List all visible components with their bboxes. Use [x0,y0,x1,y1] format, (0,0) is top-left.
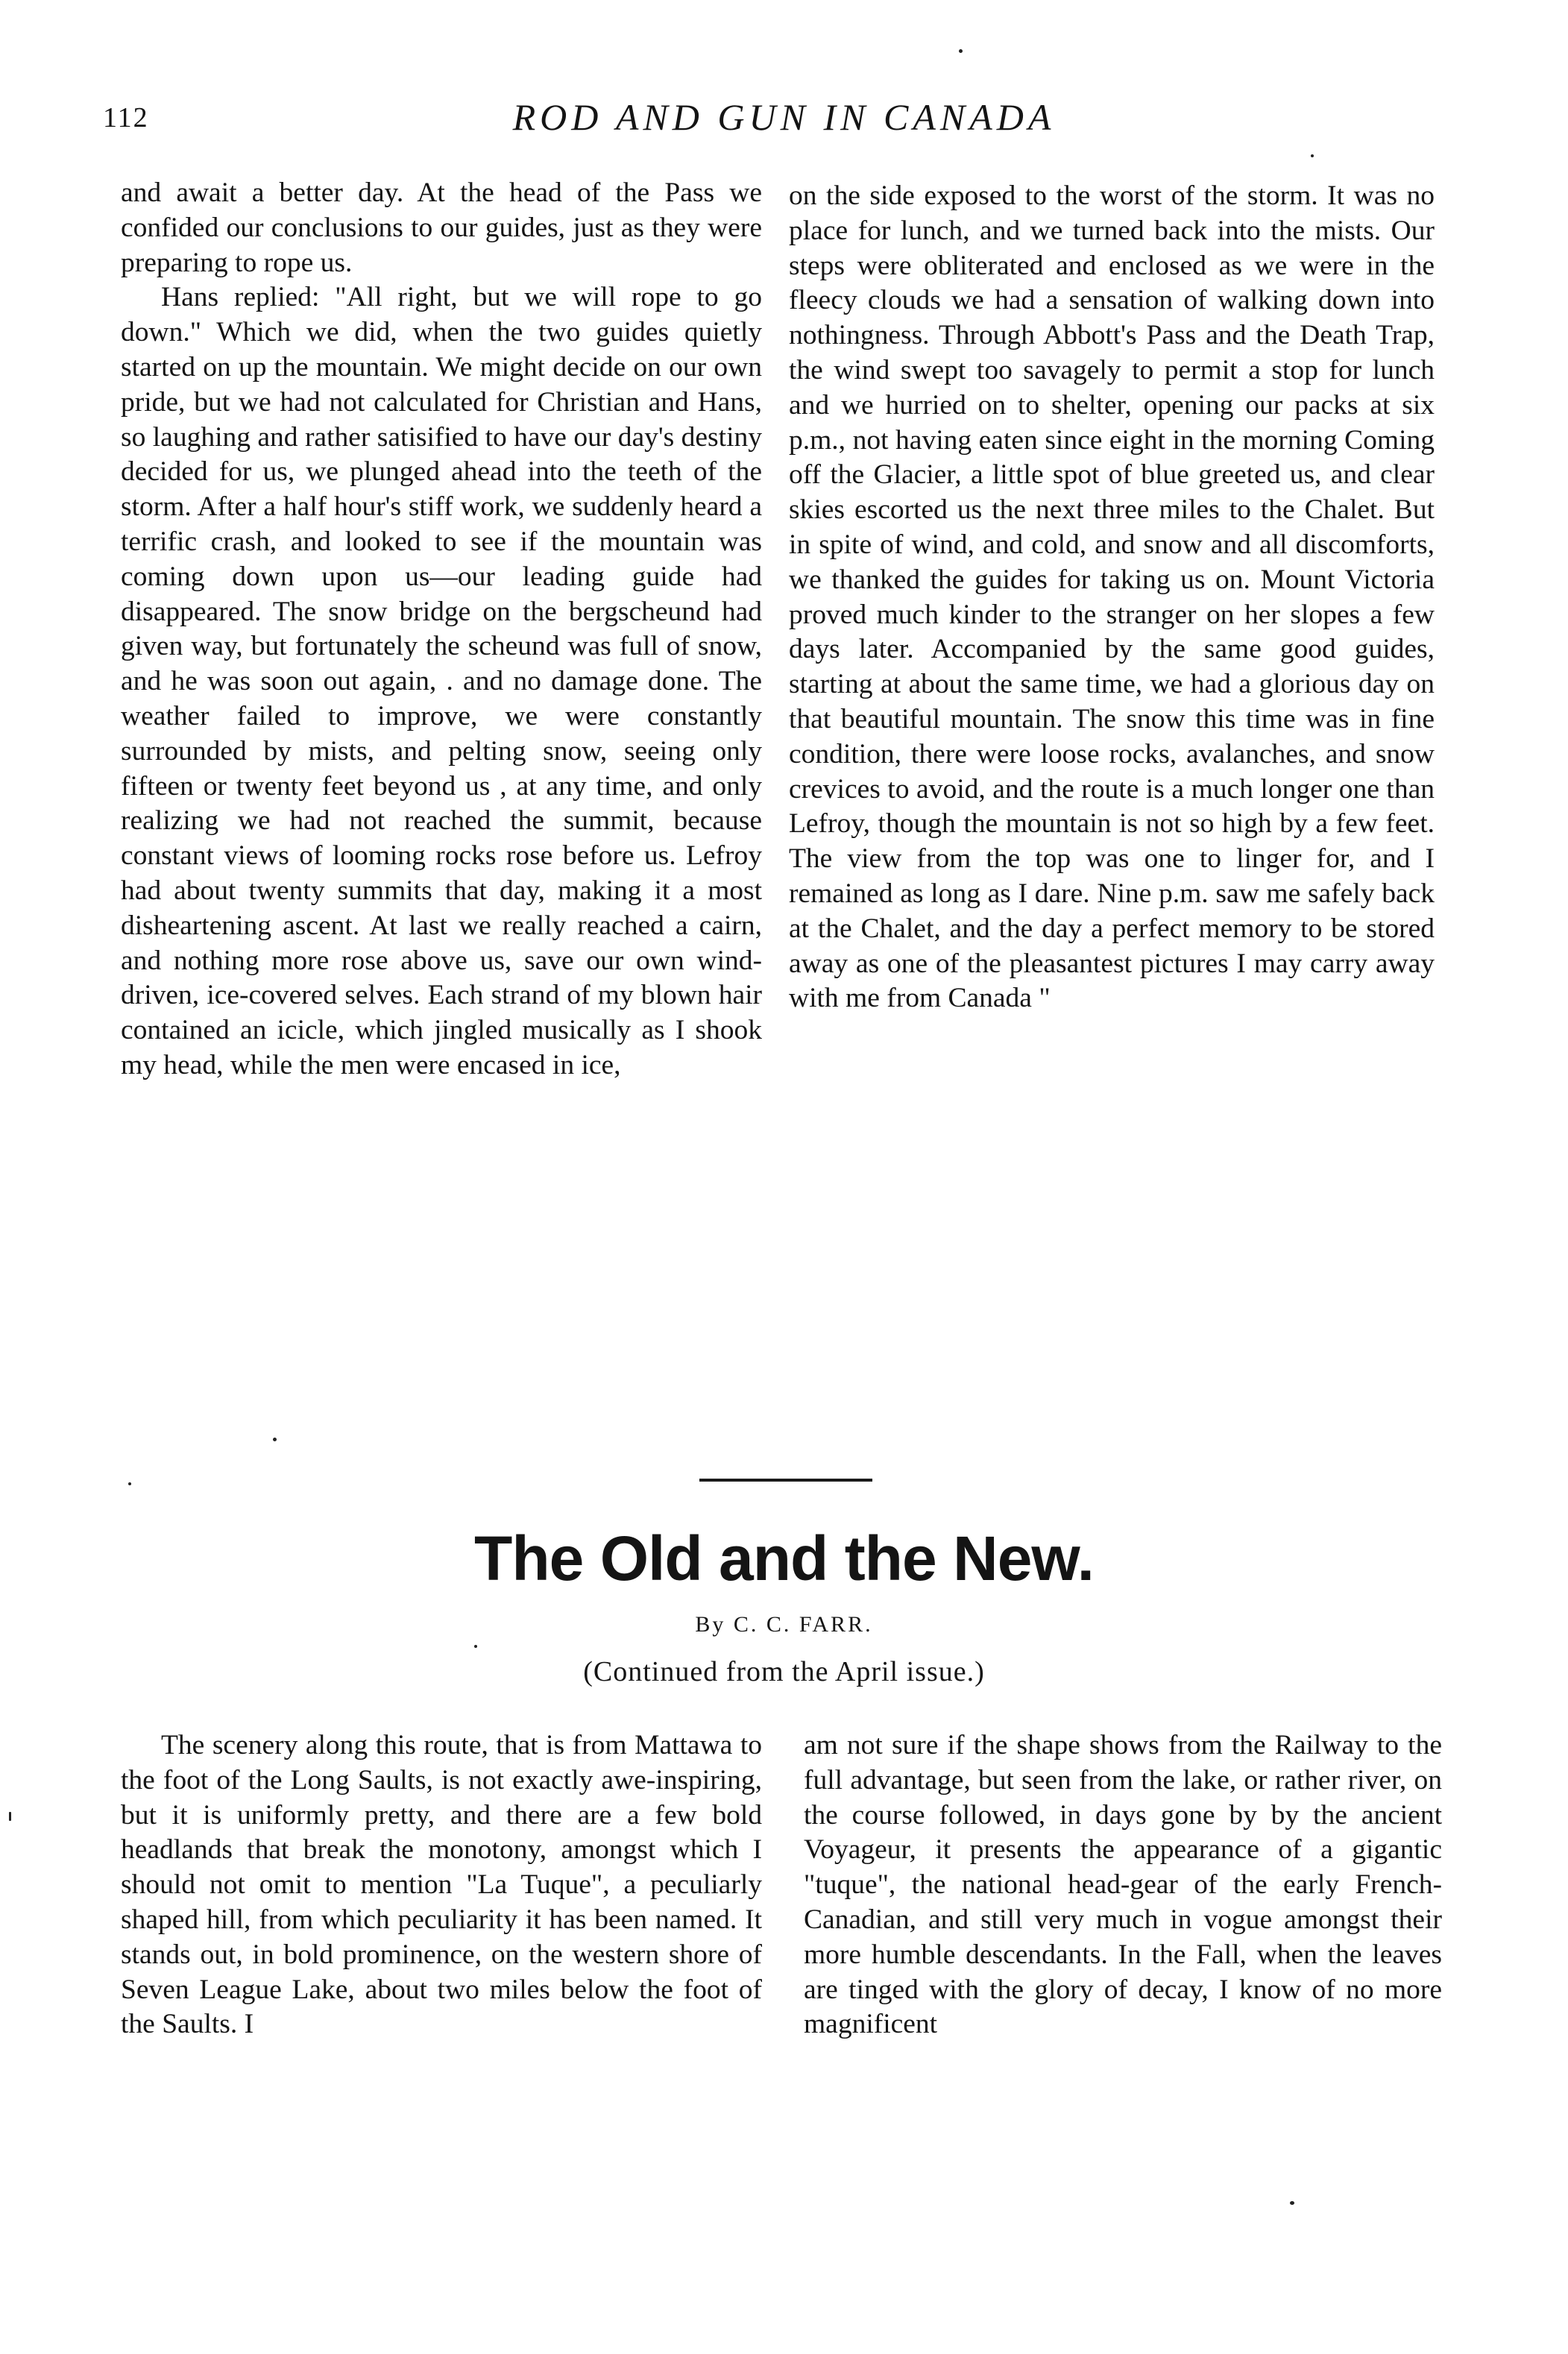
previous-article-right-column [789,179,1435,1016]
page-header [0,95,1568,148]
section-divider [699,1479,872,1482]
continued-note: (Continued from the April issue.) [583,1656,985,1687]
print-speck [474,1645,477,1648]
page-number: 112 [103,102,149,133]
paragraph: and await a better day. At the head of the Pass we confided our conclusions to our guides, just as they were preparing to rope us. [121,177,762,278]
paragraph: am not sure if the shape shows from the Railway to the full advantage, but seen from the lake, or rather river, on the course followed, in days gone by by the ancient Voyageur, it presents the appearance of a gigantic "tuque", the national head-gear of the early French-Canadian, and still very much in vogue amongst their more humble descendants. In the Fall, when the leaves are tinged with the glory of decay, I know of no more magnificent [804,1730,1442,2040]
print-speck [9,1812,11,1821]
article-right-column [804,1728,1442,2042]
print-speck [1290,2201,1294,2205]
article-byline: By C. C. FARR. [695,1612,873,1637]
article-title: The Old and the New. [474,1523,1094,1593]
print-speck [128,1482,131,1485]
paragraph: Hans replied: "All right, but we will rope to go down." Which we did, when the two guides quietly started on up the mountain. We might decide on our own pride, but we had not calculated for Christian and Hans, so laughing and rather satisified to have our day's destiny decided for us, we plunged ahead into the teeth of the storm. After a half hour's stiff work, we suddenly heard a terrific crash, and looked to see if the mountain was coming down upon us—our leading guide had disappeared. The snow bridge on the bergscheund had given way, but fortunately the scheund was full of snow, and he was soon out again, . and no damage done. The weather failed to improve, we were constantly surrounded by mists, and pelting snow, seeing only fifteen or twenty feet beyond us , at any time, and only realizing we had not reached the summit, because constant views of looming rocks rose before us. Lefroy had about twenty summits that day, making it a most disheartening ascent. At last we really reached a cairn, and nothing more rose above us, save our own wind-driven, ice-covered selves. Each strand of my blown hair contained an icicle, which jingled musically as I shook my head, while the men were encased in ice, [121,282,762,1080]
print-speck [959,49,963,53]
paragraph: The scenery along this route, that is from Mattawa to the foot of the Long Saults, is not exactly awe-inspiring, but it is uniformly pretty, and there are a few bold headlands that break the monotony, amongst which I should not omit to mention "La Tuque", a peculiarly shaped hill, from which peculiarity it has been named. It stands out, in bold prominence, on the western shore of Seven League Lake, about two miles below the foot of the Saults. I [121,1730,762,2040]
print-speck [1311,154,1314,157]
print-speck [273,1438,277,1441]
paragraph: on the side exposed to the worst of the storm. It was no place for lunch, and we turned back into the mists. Our steps were obliterated and enclosed as we were in the fleecy clouds we had a sensation of walking down into nothingness. Through Abbott's Pass and the Death Trap, the wind swept too savagely to permit a stop for lunch and we hurried on to shelter, opening our packs at six p.m., not having eaten since eight in the morning Coming off the Glacier, a little spot of blue greeted us, and clear skies escorted us the next three miles to the Chalet. But in spite of wind, and cold, and snow and all discomforts, we thanked the guides for taking us on. Mount Victoria proved much kinder to the stranger on her slopes a few days later. Accompanied by the same good guides, starting at about the same time, we had a glorious day on that beautiful mountain. The snow this time was in fine condition, there were loose rocks, avalanches, and snow crevices to avoid, and the route is a much longer one than Lefroy, though the mountain is not so high by a few feet. The view from the top was one to linger for, and I remained as long as I dare. Nine p.m. saw me safely back at the Chalet, and the day a perfect memory to be stored away as one of the pleasantest pictures I may carry away with me from Canada " [789,180,1435,1014]
running-title: ROD AND GUN IN CANADA [512,96,1056,138]
previous-article-left-column [121,176,762,1083]
article-left-column [121,1728,762,2042]
